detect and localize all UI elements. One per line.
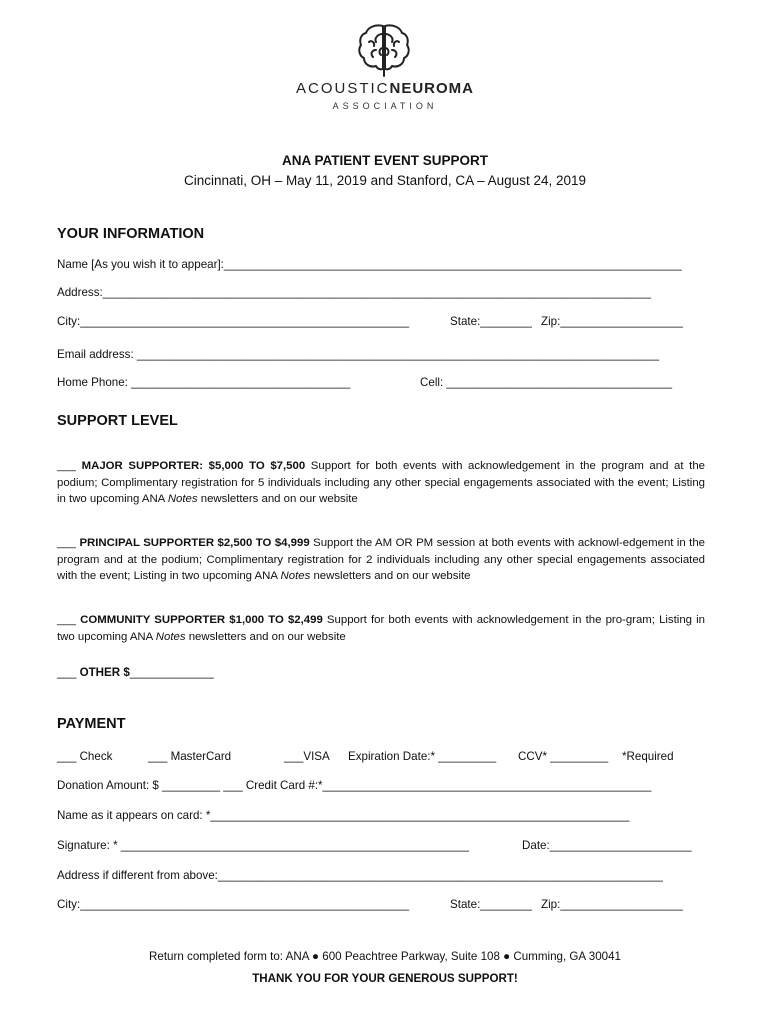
ccv-field[interactable]: CCV* _________ — [518, 750, 609, 763]
major-notes: Notes — [167, 493, 198, 505]
check-option[interactable]: ___ Check — [57, 750, 113, 763]
brain-logo-icon — [356, 22, 412, 78]
visa-option[interactable]: ___VISA — [284, 750, 330, 763]
org-name-bold: NEUROMA — [389, 80, 474, 97]
signature-field[interactable]: Signature: * ______________________________________________________ — [57, 839, 469, 852]
other-supporter-option[interactable] — [57, 666, 214, 679]
org-subname: ASSOCIATION — [332, 101, 438, 111]
city-field[interactable]: City:___________________________________________________ — [57, 315, 410, 328]
org-name-light: ACOUSTIC — [295, 80, 390, 97]
zip-field[interactable]: Zip:___________________ — [541, 315, 683, 328]
major-blank: ___ — [57, 460, 82, 472]
other-label: OTHER $ — [79, 666, 130, 679]
billing-state-field[interactable]: State:________ — [450, 898, 532, 911]
your-information-heading: YOUR INFORMATION — [57, 226, 205, 242]
principal-supporter-option[interactable] — [57, 535, 705, 585]
community-supporter-option[interactable] — [57, 612, 705, 645]
name-field[interactable]: Name [As you wish it to appear]:_______________________________________________________________________ — [57, 258, 682, 271]
community-label: COMMUNITY SUPPORTER $1,000 TO $2,499 — [80, 614, 323, 626]
date-field[interactable]: Date:______________________ — [522, 839, 692, 852]
billing-city-field[interactable]: City:___________________________________________________ — [57, 898, 410, 911]
principal-notes: Notes — [280, 570, 311, 582]
major-text-end: newsletters and on our website — [197, 493, 358, 505]
principal-blank: ___ — [57, 537, 80, 549]
address-field[interactable]: Address:_____________________________________________________________________________________ — [57, 286, 651, 299]
major-supporter-option[interactable] — [57, 458, 705, 508]
state-field[interactable]: State:________ — [450, 315, 532, 328]
thank-you-note: THANK YOU FOR YOUR GENEROUS SUPPORT! — [252, 972, 518, 985]
email-field[interactable]: Email address: _________________________________________________________________________________ — [57, 348, 660, 361]
page-title: ANA PATIENT EVENT SUPPORT — [281, 153, 488, 168]
mastercard-option[interactable]: ___ MasterCard — [148, 750, 232, 763]
expiration-date-field[interactable]: Expiration Date:* _________ — [348, 750, 497, 763]
community-text-end: newsletters and on our website — [185, 630, 346, 643]
payment-heading: PAYMENT — [57, 716, 126, 732]
required-note: *Required — [622, 750, 674, 763]
principal-text-end: newsletters and on our website — [310, 570, 471, 582]
donation-credit-card-field[interactable]: Donation Amount: $ _________ ___ Credit Card #:*___________________________________________________ — [57, 779, 652, 792]
page-subtitle: Cincinnati, OH – May 11, 2019 and Stanford, CA – August 24, 2019 — [183, 173, 586, 188]
billing-zip-field[interactable]: Zip:___________________ — [541, 898, 683, 911]
name-on-card-field[interactable]: Name as it appears on card: *_________________________________________________________________ — [57, 809, 630, 822]
principal-label: PRINCIPAL SUPPORTER $2,500 TO $4,999 — [79, 537, 310, 549]
org-name — [0, 80, 770, 97]
major-text: Support for both events with acknowledgement in the program and at the podium; Complimentary registration for 5 individuals including any other special engagements associated with the event; Listing in two upcoming ANA — [57, 460, 705, 505]
major-label: MAJOR SUPPORTER: $5,000 TO $7,500 — [81, 460, 306, 472]
billing-address-field[interactable]: Address if different from above:_____________________________________________________________________ — [57, 869, 663, 882]
principal-text: Support the AM OR PM session at both events with acknowl-edgement in the program and at the podium; Complimentary registration for 2 individuals including any other special engagements associated with the event; Listing in two upcoming ANA — [57, 537, 706, 582]
community-notes: Notes — [155, 630, 186, 643]
community-blank: ___ — [57, 614, 81, 626]
other-amount-field[interactable]: _____________ — [129, 666, 214, 679]
other-blank: ___ — [57, 666, 80, 679]
return-address: Return completed form to: ANA ● 600 Peachtree Parkway, Suite 108 ● Cumming, GA 30041 — [149, 950, 621, 963]
cell-field[interactable]: Cell: ___________________________________ — [420, 376, 673, 389]
support-level-heading: SUPPORT LEVEL — [57, 413, 178, 429]
community-text: Support for both events with acknowledgement in the pro-gram; Listing in two upcoming ANA — [57, 614, 705, 643]
home-phone-field[interactable]: Home Phone: __________________________________ — [57, 376, 351, 389]
